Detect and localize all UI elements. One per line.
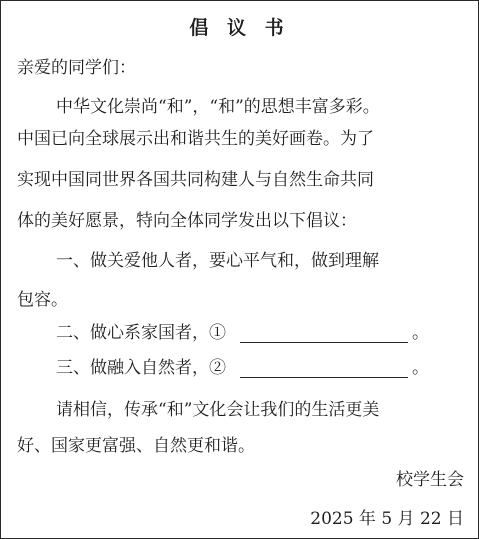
- item3-line: [56, 353, 429, 378]
- item2-line: [56, 318, 429, 343]
- item3-answer-blank[interactable]: [240, 358, 408, 378]
- item3-end: 。: [412, 358, 429, 378]
- greeting: 亲爱的同学们：: [17, 58, 136, 78]
- para1-line1: 中华文化崇尚“和”，“和”的思想丰富多彩。: [56, 97, 380, 117]
- para1-line4: 体的美好愿景，特向全体同学发出以下倡议：: [17, 211, 357, 231]
- item3-text: 三、做融入自然者，②: [56, 358, 226, 378]
- item1-line2: 包容。: [17, 290, 68, 310]
- signer: 校学生会: [396, 470, 464, 490]
- closing-line2: 好、国家更富强、自然更和谐。: [17, 436, 255, 456]
- item2-text: 二、做心系家国者，①: [56, 323, 226, 343]
- item2-answer-blank[interactable]: [240, 323, 408, 343]
- item1-line1: 一、做关爱他人者，要心平气和，做到理解: [56, 251, 379, 271]
- para1-line3: 实现中国同世界各国共同构建人与自然生命共同: [17, 170, 374, 190]
- para1-line2: 中国已向全球展示出和谐共生的美好画卷。为了: [17, 129, 374, 149]
- date: 2025 年 5 月 22 日: [310, 509, 464, 529]
- item2-end: 。: [412, 323, 429, 343]
- closing-line1: 请相信，传承“和”文化会让我们的生活更美: [56, 400, 380, 420]
- document-title: 倡 议 书: [189, 17, 290, 39]
